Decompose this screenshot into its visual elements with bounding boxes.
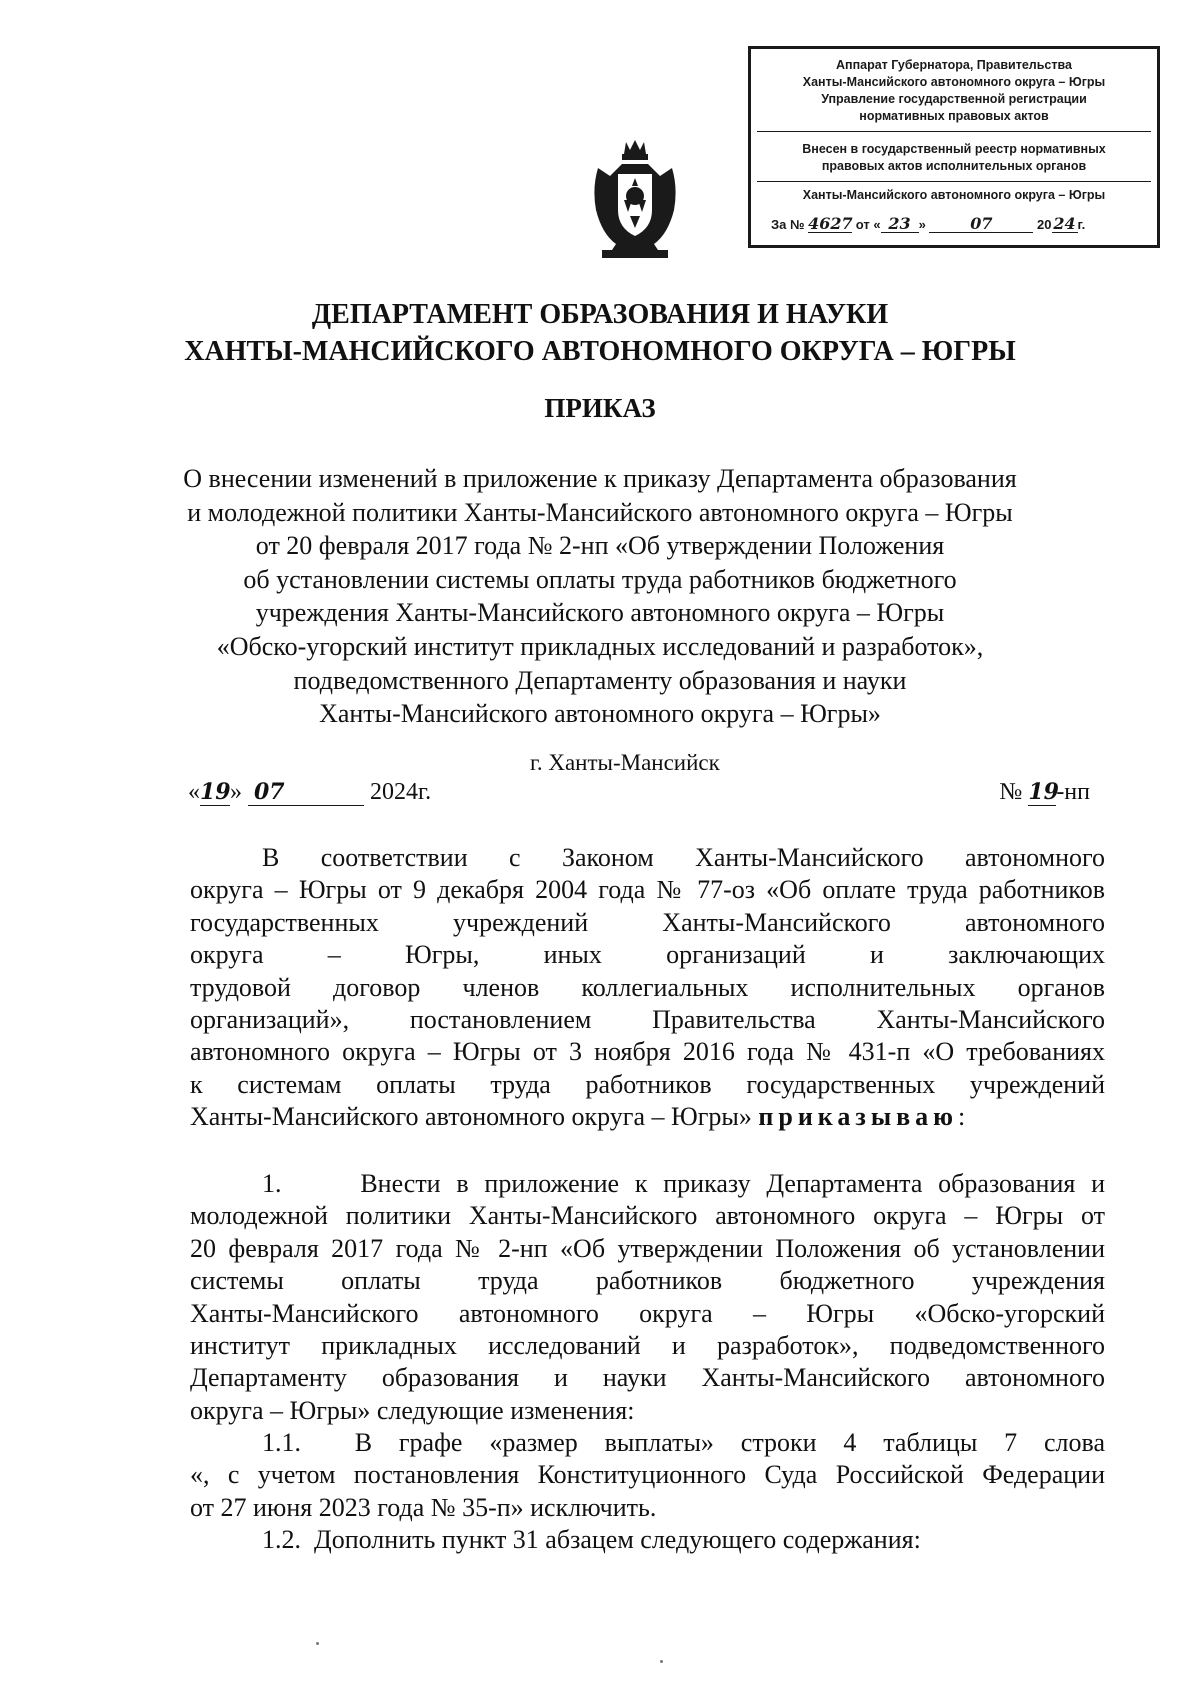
stamp-line: Ханты-Мансийского автономного округа – Югры (802, 188, 1106, 202)
stamp-line: Ханты-Мансийского автономного округа – Югры (802, 75, 1106, 89)
order-command-word: приказываю (758, 1102, 959, 1132)
stamp-divider (757, 131, 1151, 132)
item-line: Ханты-Мансийского автономного округа – Югры «Обско-угорский (190, 1298, 1105, 1328)
place-of-issue: г. Ханты-Мансийск (530, 750, 720, 775)
stamp-issuer (751, 57, 1157, 125)
order-subject (0, 462, 1200, 731)
number-suffix: -нп (1056, 779, 1090, 805)
subject-line: Ханты-Мансийского автономного округа – Югры» (319, 699, 881, 729)
scan-speck (660, 1660, 663, 1663)
subject-line: подведомственного Департаменту образования и науки (293, 665, 907, 695)
date-day: 19 (200, 779, 231, 805)
subject-line: об установлении системы оплаты труда работников бюджетного (243, 564, 957, 594)
stamp-line: нормативных правовых актов (859, 109, 1049, 123)
document-type: ПРИКАЗ (544, 393, 656, 423)
preamble-line: трудовой договор членов коллегиальных исполнительных органов (190, 972, 1105, 1002)
item-1-1-paragraph (190, 1427, 1105, 1524)
item-line: 1.1. В графе «размер выплаты» строки 4 таблицы 7 слова (262, 1428, 1105, 1457)
date-quote-open: « (188, 779, 200, 805)
stamp-reg-from: от « (855, 217, 881, 232)
order-date (188, 779, 431, 806)
stamp-divider (757, 181, 1151, 182)
date-month: 07 (248, 779, 364, 806)
preamble-line: округа – Югры от 9 декабря 2004 года № 77-оз «Об оплате труда работников (190, 875, 1105, 905)
stamp-line: правовых актов исполнительных органов (821, 159, 1087, 173)
preamble-last-line (190, 1101, 1105, 1133)
item-line: 20 февраля 2017 года № 2-нп «Об утверждении Положения об установлении (190, 1233, 1105, 1263)
stamp-reg-quote: » (918, 217, 926, 232)
stamp-region (751, 187, 1157, 204)
preamble-line: государственных учреждений Ханты-Мансийского автономного (190, 907, 1105, 937)
stamp-line: Внесен в государственный реестр нормативных (802, 142, 1106, 156)
stamp-registry-note (751, 141, 1157, 175)
subject-line: и молодежной политики Ханты-Мансийского автономного округа – Югры (187, 497, 1013, 527)
stamp-reg-year: 24 (1053, 214, 1076, 233)
item-line: молодежной политики Ханты-Мансийского автономного округа – Югры от (190, 1201, 1105, 1231)
item-line: округа – Югры» следующие изменения: (190, 1395, 635, 1425)
item-line: «, с учетом постановления Конституционного Суда Российской Федерации (190, 1460, 1105, 1490)
stamp-reg-day: 23 (881, 215, 919, 233)
item-line: от 27 июня 2023 года № 35-п» исключить. (190, 1492, 657, 1522)
preamble-line: округа – Югры, иных организаций и заключающих (190, 940, 1105, 970)
order-number (999, 779, 1090, 806)
coat-of-arms-icon (588, 138, 682, 262)
stamp-reg-year-prefix: 20 (1037, 217, 1052, 232)
stamp-reg-number: 4627 (808, 214, 853, 233)
preamble-line: к системам оплаты труда работников государственных учреждений (190, 1069, 1105, 1099)
department-name-line-1: ДЕПАРТАМЕНТ ОБРАЗОВАНИЯ И НАУКИ (311, 299, 889, 330)
stamp-line: Управление государственной регистрации (821, 92, 1087, 106)
preamble-last-text: Ханты-Мансийского автономного округа – Югры» (190, 1102, 752, 1132)
item-line: институт прикладных исследований и разработок», подведомственного (190, 1331, 1105, 1361)
preamble-colon: : (958, 1102, 966, 1132)
item-1-paragraph (190, 1168, 1105, 1427)
preamble-line: В соответствии с Законом Ханты-Мансийского автономного (262, 843, 1105, 872)
stamp-reg-prefix: За № (771, 217, 805, 232)
item-line: 1.2. Дополнить пункт 31 абзацем следующего содержания: (262, 1525, 921, 1554)
item-line: системы оплаты труда работников бюджетного учреждения (190, 1266, 1105, 1296)
subject-line: от 20 февраля 2017 года № 2-нп «Об утверждении Положения (255, 531, 945, 561)
subject-line: О внесении изменений в приложение к приказу Департамента образования (183, 464, 1017, 493)
item-line: Департаменту образования и науки Ханты-Мансийского автономного (190, 1363, 1105, 1393)
preamble-line: организаций», постановлением Правительства Ханты-Мансийского (190, 1005, 1105, 1035)
preamble-line: автономного округа – Югры от 3 ноября 2016 года № 431-п «О требованиях (190, 1037, 1105, 1067)
subject-line: учреждения Ханты-Мансийского автономного округа – Югры (255, 598, 945, 628)
scan-speck (316, 1642, 319, 1645)
stamp-line: Аппарат Губернатора, Правительства (836, 58, 1072, 72)
item-line: 1. Внести в приложение к приказу Департамента образования и (262, 1169, 1105, 1198)
department-name-line-2: ХАНТЫ-МАНСИЙСКОГО АВТОНОМНОГО ОКРУГА – ЮГРЫ (184, 336, 1016, 367)
stamp-reg-year-end: г. (1077, 217, 1086, 232)
date-year: 2024г. (370, 779, 432, 805)
item-1-2-paragraph (190, 1524, 1105, 1556)
number-value: 19 (1028, 779, 1059, 805)
registration-stamp (748, 46, 1160, 248)
number-prefix: № (999, 779, 1023, 805)
subject-line: «Обско-угорский институт прикладных исследований и разработок», (216, 631, 984, 661)
date-quote-close: » (230, 779, 242, 805)
preamble-paragraph (190, 842, 1105, 1134)
stamp-reg-month: 07 (929, 215, 1033, 233)
stamp-registration-row (771, 215, 1147, 233)
